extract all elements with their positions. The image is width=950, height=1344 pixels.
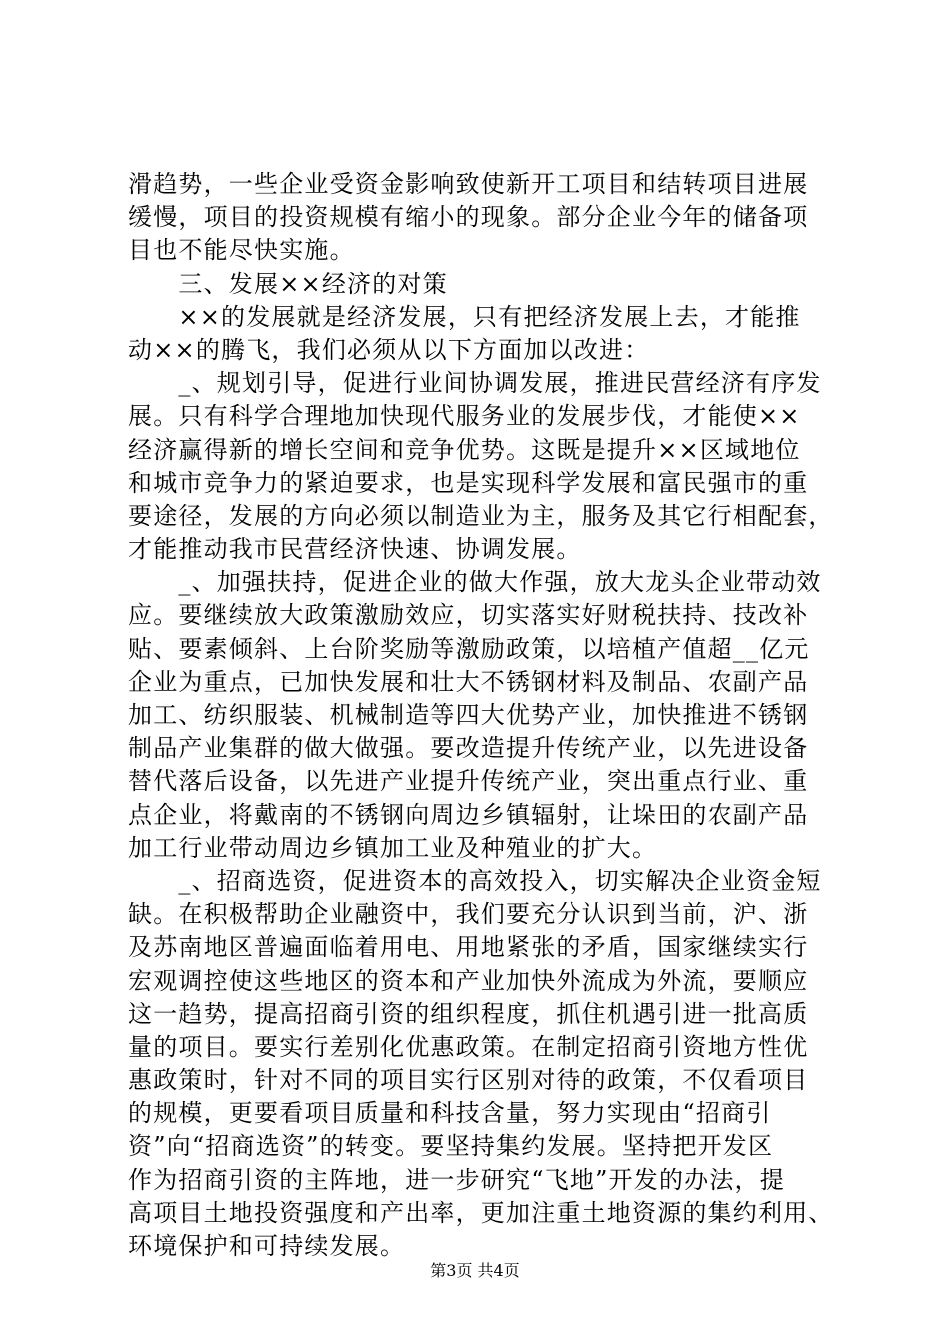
text-line: 替代落后设备，以先进产业提升传统产业，突出重点行业、重 [128, 767, 809, 796]
text-line: 动××的腾飞，我们必须从以下方面加以改进： [128, 335, 650, 364]
text-line: 加工、纺织服装、机械制造等四大优势产业，加快推进不锈钢 [128, 701, 809, 729]
page-footer: 第3页 共4页 [430, 1261, 520, 1280]
text-line: 缺。在积极帮助企业融资中，我们要充分认识到当前，沪、浙 [128, 900, 809, 929]
text-line: 缓慢，项目的投资规模有缩小的现象。部分企业今年的储备项 [128, 203, 809, 232]
text-line: 应。要继续放大政策激励效应，切实落实好财税扶持、技改补 [128, 601, 809, 630]
text-line: 制品产业集群的做大做强。要改造提升传统产业，以先进设备 [128, 734, 809, 763]
text-line: ××的发展就是经济发展，只有把经济发展上去，才能推 [128, 302, 801, 331]
text-line: _、规划引导，促进行业间协调发展，推进民营经济有序发 [128, 369, 822, 398]
text-line: 目也不能尽快实施。 [128, 236, 355, 265]
text-line: 这一趋势，提高招商引资的组织程度，抓住机遇引进一批高质 [128, 999, 809, 1028]
text-line: 展。只有科学合理地加快现代服务业的发展步伐，才能使×× [128, 402, 801, 431]
text-line: 经济赢得新的增长空间和竞争优势。这既是提升××区域地位 [128, 435, 801, 464]
text-line: 贴、要素倾斜、上台阶奖励等激励政策，以培植产值超__亿元 [128, 634, 810, 663]
text-line: 的规模，更要看项目质量和科技含量，努力实现由“招商引 [128, 1099, 772, 1128]
text-line: 环境保护和可持续发展。 [128, 1232, 406, 1260]
text-line: 资”向“招商选资”的转变。要坚持集约发展。坚持把开发区 [128, 1132, 774, 1161]
text-line: 点企业，将戴南的不锈钢向周边乡镇辐射，让垛田的农副产品 [128, 800, 809, 829]
text-line: _、招商选资，促进资本的高效投入，切实解决企业资金短 [128, 866, 822, 895]
text-line: 惠政策时，针对不同的项目实行区别对待的政策，不仅看项目 [128, 1066, 809, 1095]
text-line: 和城市竞争力的紧迫要求，也是实现科学发展和富民强市的重 [128, 468, 809, 497]
text-line: 作为招商引资的主阵地，进一步研究“飞地”开发的办法，提 [128, 1165, 785, 1194]
text-line: 滑趋势，一些企业受资金影响致使新开工项目和结转项目进展 [128, 170, 809, 198]
document-body [128, 168, 840, 1263]
text-line: 企业为重点，已加快发展和壮大不锈钢材料及制品、农副产品 [128, 667, 809, 696]
text-line: 才能推动我市民营经济快速、协调发展。 [128, 535, 582, 564]
text-line: 加工行业带动周边乡镇加工业及种殖业的扩大。 [128, 833, 658, 862]
text-line: _、加强扶持，促进企业的做大作强，放大龙头企业带动效 [128, 568, 822, 597]
text-line: 三、发展××经济的对策 [128, 269, 448, 298]
text-line: 及苏南地区普遍面临着用电、用地紧张的矛盾，国家继续实行 [128, 933, 809, 962]
text-line: 宏观调控使这些地区的资本和产业加快外流成为外流，要顺应 [128, 966, 809, 995]
text-line: 量的项目。要实行差别化优惠政策。在制定招商引资地方性优 [128, 1032, 809, 1061]
text-line: 高项目土地投资强度和产出率，更加注重土地资源的集约利用、 [128, 1198, 834, 1227]
text-line: 要途径，发展的方向必须以制造业为主，服务及其它行相配套， [128, 501, 834, 530]
